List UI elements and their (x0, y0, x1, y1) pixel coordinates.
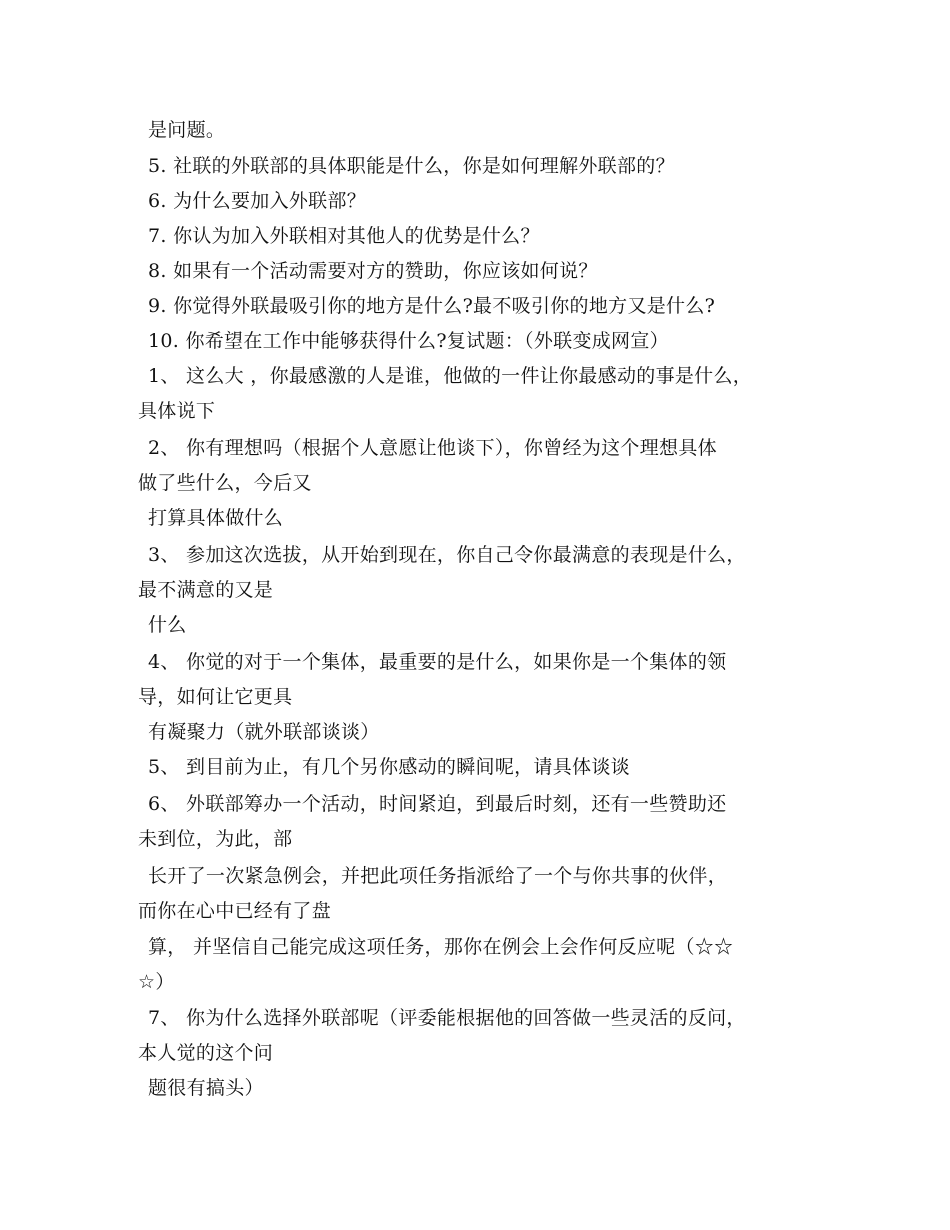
question-9: 9. 你觉得外联最吸引你的地方是什么?最不吸引你的地方又是什么? (148, 295, 716, 317)
retest-question-3: 3、 参加这次选拔，从开始到现在，你自己令你最满意的表现是什么， (148, 544, 746, 566)
text-line: 算， 并坚信自己能完成这项任务，那你在例会上会作何反应呢（☆☆ (148, 936, 734, 958)
text-line: 未到位，为此，部 (138, 828, 293, 850)
question-10: 10. 你希望在工作中能够获得什么?复试题：（外联变成网宣） (148, 330, 669, 352)
text-line: 什么 (148, 614, 187, 636)
text-line: 题很有搞头） (148, 1077, 264, 1099)
text-line: 本人觉的这个问 (138, 1042, 274, 1064)
retest-question-1: 1、 这么大 ，你最感激的人是谁，他做的一件让你最感动的事是什么， (148, 365, 753, 387)
text-line: 具体说下 (138, 400, 216, 422)
text-line: 而你在心中已经有了盘 (138, 900, 332, 922)
question-7: 7. 你认为加入外联相对其他人的优势是什么？ (148, 225, 540, 247)
text-line: 最不满意的又是 (138, 579, 274, 601)
retest-question-2: 2、 你有理想吗（根据个人意愿让他谈下），你曾经为这个理想具体 (148, 437, 717, 459)
question-8: 8. 如果有一个活动需要对方的赞助，你应该如何说？ (148, 260, 598, 282)
question-5: 5. 社联的外联部的具体职能是什么，你是如何理解外联部的？ (148, 155, 675, 177)
text-line: 是问题。 (148, 119, 226, 141)
retest-question-5: 5、 到目前为止，有几个另你感动的瞬间呢，请具体谈谈 (148, 756, 630, 778)
retest-question-6: 6、 外联部筹办一个活动，时间紧迫，到最后时刻，还有一些赞助还 (148, 793, 727, 815)
text-line: 长开了一次紧急例会，并把此项任务指派给了一个与你共事的伙伴， (148, 865, 728, 887)
text-line: 导，如何让它更具 (138, 686, 293, 708)
text-line: ☆） (138, 971, 175, 993)
text-line: 做了些什么，今后又 (138, 472, 312, 494)
retest-question-7: 7、 你为什么选择外联部呢（评委能根据他的回答做一些灵活的反问， (148, 1007, 746, 1029)
text-line: 打算具体做什么 (148, 507, 284, 529)
question-6: 6. 为什么要加入外联部？ (148, 190, 367, 212)
retest-question-4: 4、 你觉的对于一个集体，最重要的是什么，如果你是一个集体的领 (148, 651, 727, 673)
text-line: 有凝聚力（就外联部谈谈） (148, 721, 380, 743)
